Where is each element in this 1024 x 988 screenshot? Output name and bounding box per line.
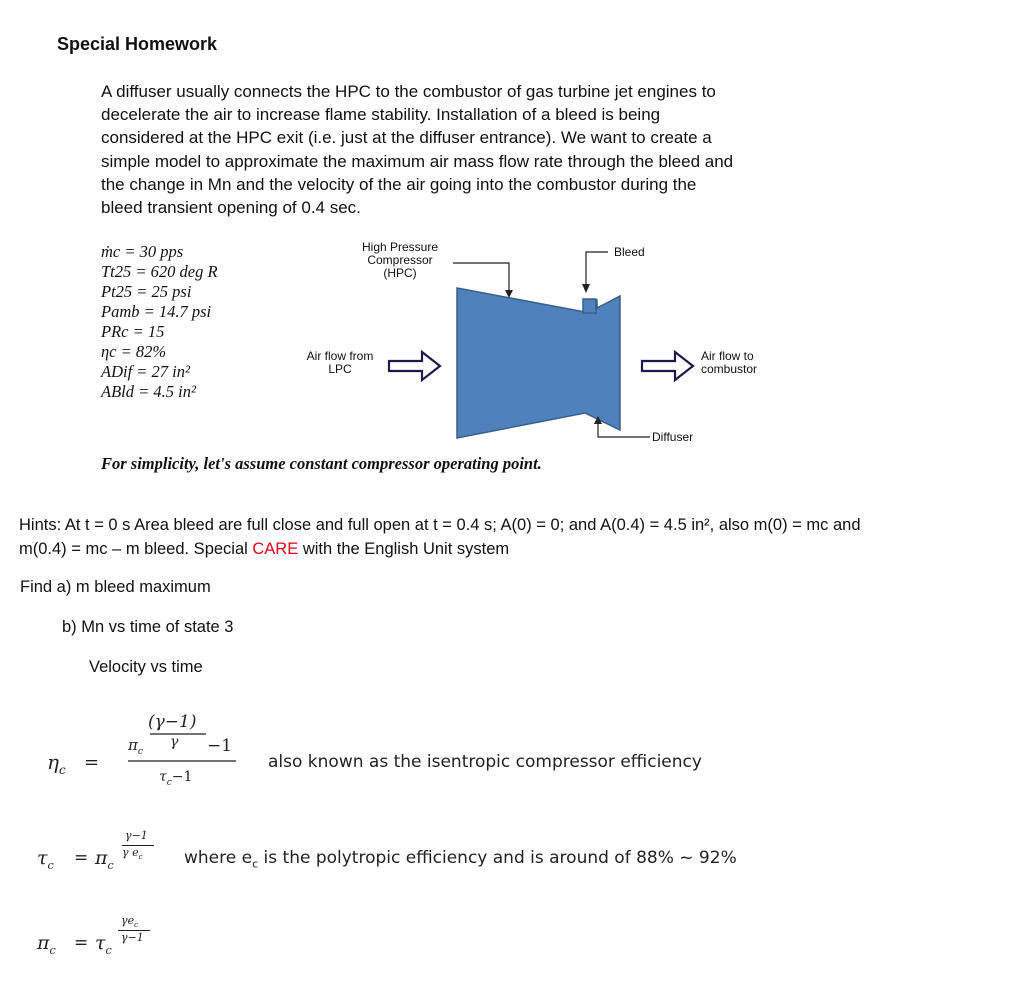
hints [19,513,1009,561]
eq1-gamma: γ [170,734,179,750]
eq2-description: where $e_c$ is the polytropic efficiency and is around of 88% ~ 92% [184,848,737,871]
eq1-denominator: $\tau_c-1$ [159,769,193,788]
hpc-label: High Pressure Compressor (HPC) [361,240,439,280]
eq1-fraction-bar [128,759,240,763]
given-ambient-pressure: Pamb = 14.7 psi [101,302,212,321]
page-title: Special Homework [57,34,218,54]
care-highlight: CARE [252,540,299,558]
eq1-equals: = [84,752,100,773]
eq2-exponent-denominator: γ $e_c$ [122,846,143,862]
intro-line: considered at the HPC exit (i.e. just at the diffuser entrance). We want to create a [101,128,712,148]
eq1-exponent-bar [150,732,210,736]
eq2-lhs: $\tau_c$ [37,847,54,872]
given-temperature: Tt25 = 620 deg R [101,262,218,281]
simplicity-note: For simplicity, let's assume constant compressor operating point. [101,454,542,473]
given-diffuser-area: ADif = 27 in² [101,362,190,381]
intro-line: the change in Mn and the velocity of the air going into the combustor during the [101,174,697,194]
inlet-label: Air flow from LPC [306,349,374,376]
intro-line: A diffuser usually connects the HPC to the combustor of gas turbine jet engines to [101,82,716,101]
hints-line-2: m(0.4) = mc – m bleed. Special CARE with the English Unit system [19,540,510,558]
intro-line: bleed transient opening of 0.4 sec. [101,198,361,218]
eq1-lhs: $\eta_c$ [47,750,66,777]
given-pressure: Pt25 = 25 psi [101,282,192,301]
eq2-equals: = [74,848,89,868]
eq1-exponent-numerator: (γ−1) [148,712,197,732]
eq2-exponent-numerator: γ−1 [125,829,148,842]
inlet-arrow [389,352,440,380]
outlet-arrow [642,352,693,380]
eq3-equals: = [74,933,89,953]
bleed-label: Bleed [614,245,645,259]
eq1-minus-one: −1 [207,736,233,756]
given-bleed-area: ABld = 4.5 in² [101,382,196,401]
find-part-b: b) Mn vs time of state 3 [62,618,234,636]
find-part-a: Find a) m bleed maximum [20,578,211,596]
hints-line-1: Hints: At t = 0 s Area bleed are full close and full open at t = 0.4 s; A(0) = 0; and A(0.4) = 4.5 in², also m(0) = mc and [19,516,861,534]
intro-line: simple model to approximate the maximum air mass flow rate through the bleed and [101,151,734,171]
given-mass-flow: ṁc = 30 pps [101,242,184,261]
eq2-pi: $\pi_c$ [95,847,114,872]
eq3-exponent-numerator: $\gamma e_c$ [121,914,139,930]
eq3-tau: $\tau_c$ [95,932,112,957]
eq3-lhs: $\pi_c$ [37,932,56,957]
eq3-exponent-denominator: γ−1 [121,931,144,944]
intro-line: decelerate the air to increase flame stability. Installation of a bleed is being [101,105,661,125]
bleed-callout-arrowhead [582,284,590,293]
given-efficiency: ηc = 82% [101,342,167,361]
outlet-label: Air flow to combustor [701,349,758,376]
bleed-port [583,299,596,313]
eq1-description: also known as the isentropic compressor efficiency [268,752,702,772]
bleed-callout-line [586,252,608,287]
find-part-c: Velocity vs time [89,658,203,676]
given-pressure-ratio: PRc = 15 [101,322,165,341]
diffuser-label: Diffuser [652,430,694,444]
eq1-pi: $\pi_c$ [128,736,143,757]
compressor-diagram [0,0,1024,460]
